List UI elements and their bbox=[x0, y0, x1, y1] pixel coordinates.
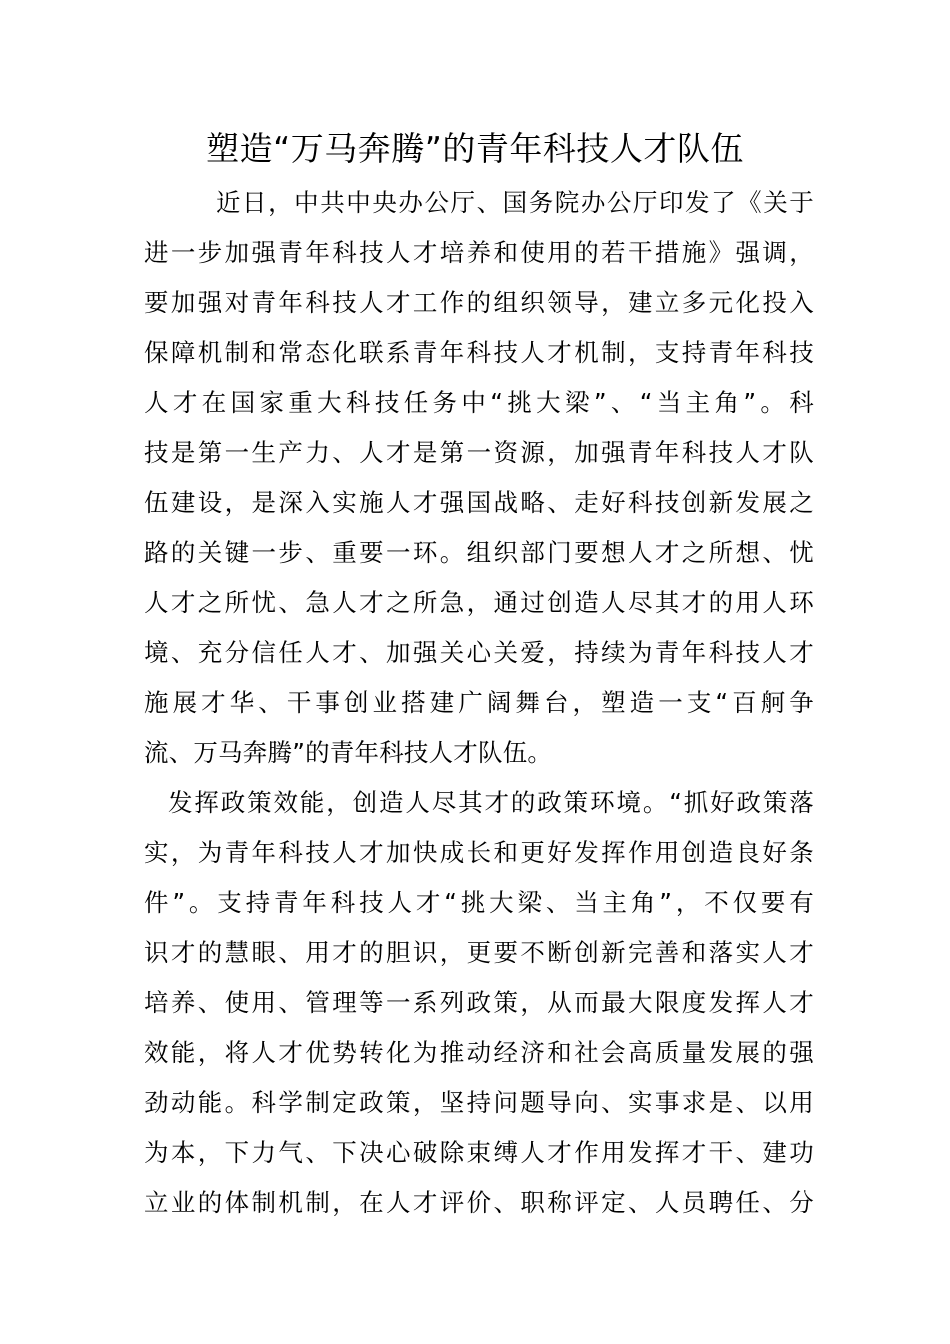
paragraph-1-line-4: 保障机制和常态化联系青年科技人才机制，支持青年科技 bbox=[144, 338, 814, 367]
paragraph-1-line-2: 进一步加强青年科技人才培养和使用的若干措施》强调， bbox=[144, 238, 814, 267]
paragraph-2-line-8: 为本，下力气、下决心破除束缚人才作用发挥才干、建功 bbox=[144, 1138, 814, 1167]
paragraph-2-line-2: 实，为青年科技人才加快成长和更好发挥作用创造良好条 bbox=[144, 838, 814, 867]
paragraph-1-line-8: 路的关键一步、重要一环。组织部门要想人才之所想、忧 bbox=[144, 538, 814, 567]
paragraph-1-line-9: 人才之所忧、急人才之所急，通过创造人尽其才的用人环 bbox=[144, 588, 814, 617]
paragraph-1-line-5: 人才在国家重大科技任务中“挑大梁”、“当主角”。科 bbox=[144, 388, 814, 417]
paragraph-2-line-7: 劲动能。科学制定政策，坚持问题导向、实事求是、以用 bbox=[144, 1088, 814, 1117]
paragraph-1-line-12: 流、万马奔腾”的青年科技人才队伍。 bbox=[144, 738, 553, 767]
paragraph-1-line-10: 境、充分信任人才、加强关心关爱，持续为青年科技人才 bbox=[144, 638, 814, 667]
paragraph-1-line-6: 技是第一生产力、人才是第一资源，加强青年科技人才队 bbox=[144, 438, 814, 467]
document-title: 塑造“万马奔腾”的青年科技人才队伍 bbox=[206, 129, 744, 168]
paragraph-2-line-3: 件”。支持青年科技人才“挑大梁、当主角”，不仅要有 bbox=[144, 888, 814, 917]
paragraph-2-line-4: 识才的慧眼、用才的胆识，更要不断创新完善和落实人才 bbox=[144, 938, 814, 967]
paragraph-2-line-5: 培养、使用、管理等一系列政策，从而最大限度发挥人才 bbox=[144, 988, 814, 1017]
paragraph-1-line-11: 施展才华、干事创业搭建广阔舞台，塑造一支“百舸争 bbox=[144, 688, 814, 717]
paragraph-2-line-9: 立业的体制机制，在人才评价、职称评定、人员聘任、分 bbox=[144, 1188, 814, 1217]
paragraph-1-line-1: 近日，中共中央办公厅、国务院办公厅印发了《关于 bbox=[216, 188, 814, 217]
document-body bbox=[144, 178, 814, 1228]
paragraph-2-line-1: 发挥政策效能，创造人尽其才的政策环境。“抓好政策落 bbox=[168, 788, 814, 817]
paragraph-2-line-6: 效能，将人才优势转化为推动经济和社会高质量发展的强 bbox=[144, 1038, 814, 1067]
paragraph-1-line-3: 要加强对青年科技人才工作的组织领导，建立多元化投入 bbox=[144, 288, 814, 317]
paragraph-1-line-7: 伍建设，是深入实施人才强国战略、走好科技创新发展之 bbox=[144, 488, 814, 517]
